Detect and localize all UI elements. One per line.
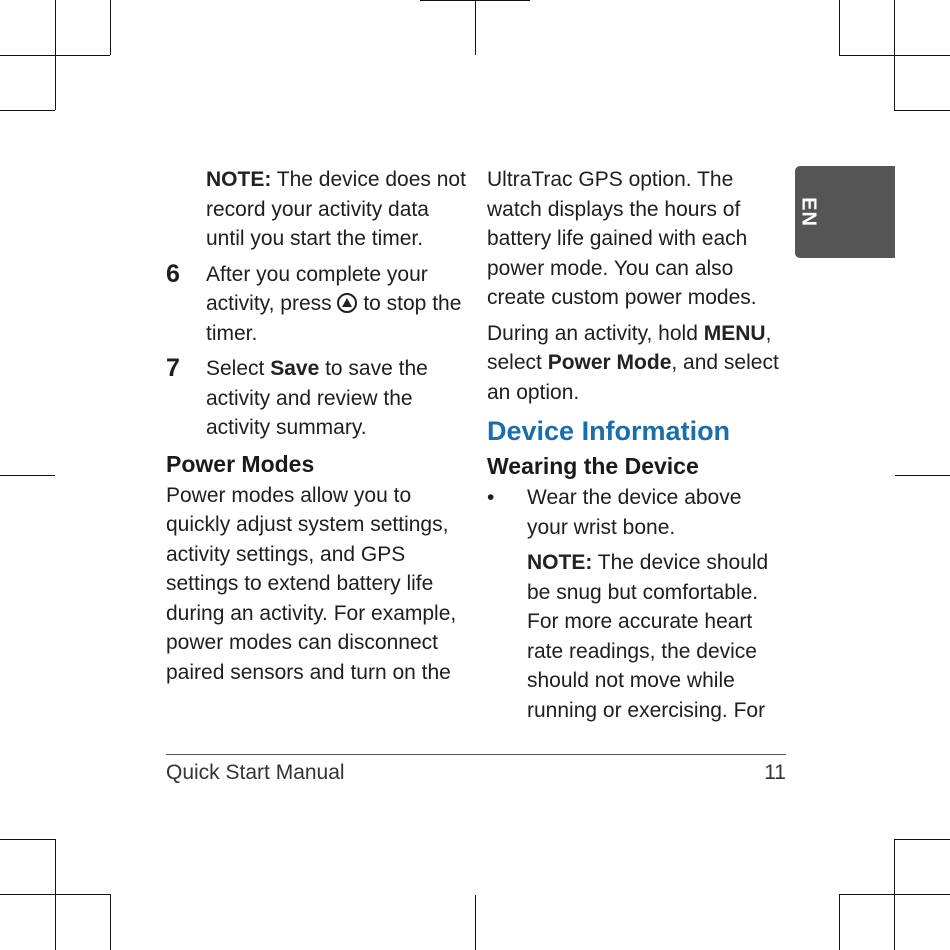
instruction-text: During an activity, hold: [487, 321, 704, 345]
crop-mark: [839, 894, 840, 950]
power-modes-continued: UltraTrac GPS option. The watch displays the hours of battery life gained with each power mode. You can also create custom power modes.: [487, 168, 757, 309]
note-label: NOTE:: [206, 168, 272, 191]
step-text-after: to save the activity and review the activity summary.: [206, 357, 428, 439]
page-number: 11: [764, 761, 786, 784]
note-timer: [206, 165, 466, 254]
crop-mark: [110, 894, 111, 950]
language-tab: [795, 166, 895, 258]
step-number: 7: [166, 354, 180, 382]
left-column: [166, 165, 466, 693]
step-text-before: After you complete your activity, press: [206, 262, 428, 315]
crop-mark: [894, 839, 950, 840]
footer-divider: [166, 754, 786, 755]
language-tab-label: EN: [797, 197, 820, 227]
note-label: NOTE:: [527, 551, 593, 574]
crop-mark: [839, 0, 840, 55]
step-number: 6: [166, 259, 180, 288]
step-text-before: Select: [206, 357, 271, 380]
right-column: [487, 165, 787, 731]
crop-mark: [894, 839, 895, 950]
crop-mark: [0, 839, 55, 840]
instruction-text: , select: [487, 321, 772, 374]
instruction-text: , and select an option.: [487, 351, 779, 404]
bullet-text: Wear the device above your wrist bone.: [527, 486, 742, 539]
power-mode-label: Power Mode: [547, 351, 672, 374]
crop-mark: [110, 0, 111, 55]
power-mode-instructions: [487, 319, 787, 408]
wear-bullet: [487, 483, 787, 542]
save-label: Save: [270, 357, 320, 380]
crop-mark: [0, 475, 55, 476]
footer-title: Quick Start Manual: [166, 761, 345, 784]
crop-mark: [0, 55, 110, 56]
crop-mark: [839, 55, 950, 56]
step-6: [166, 260, 466, 349]
device-information-heading: Device Information: [487, 416, 731, 446]
crop-mark: [475, 0, 476, 55]
bullet-mark: •: [487, 486, 495, 509]
note-text: The device does not record your activity data until you start the timer.: [206, 168, 466, 250]
step-text-after: to stop the timer.: [206, 292, 462, 345]
crop-mark: [0, 110, 55, 111]
power-modes-paragraph: Power modes allow you to quickly adjust system settings, activity settings, and GPS settings to extend battery life during an activity. For example, power modes can disconnect paired sensors and turn on the: [166, 483, 457, 684]
crop-mark: [55, 839, 56, 950]
wearing-device-heading: Wearing the Device: [487, 453, 699, 479]
power-modes-heading: Power Modes: [166, 450, 315, 477]
start-stop-button-icon: [337, 293, 357, 313]
crop-mark: [895, 475, 950, 476]
note-fit: [527, 548, 787, 725]
crop-mark: [894, 110, 950, 111]
step-7: [166, 354, 466, 443]
crop-mark: [475, 895, 476, 950]
note-text: The device should be snug but comfortable. For more accurate heart rate readings, the device should not move while running or exercising. For: [527, 551, 769, 722]
menu-label: MENU: [703, 321, 766, 345]
